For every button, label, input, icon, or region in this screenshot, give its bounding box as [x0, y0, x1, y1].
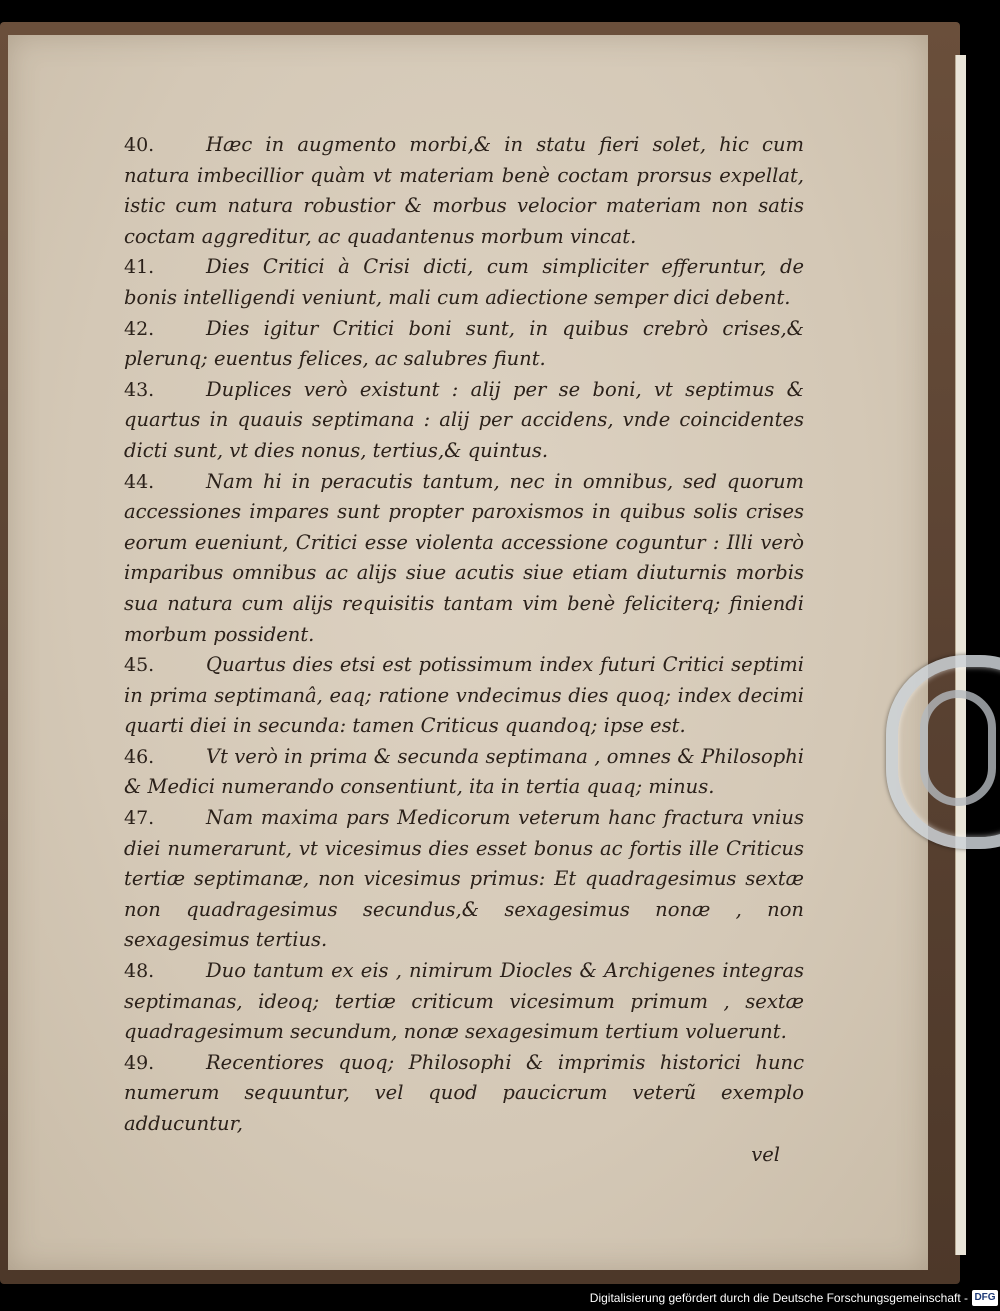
paragraph-number: 41.	[124, 256, 155, 279]
paragraph-text: Dies Critici à Crisi dicti, cum simpliciter efferuntur, de bonis intelligendi veniunt, mali cum adiectione semper dici debent.	[124, 255, 804, 309]
paragraph-text: Dies igitur Critici boni sunt, in quibus crebrò crises,& plerunq; euentus felices, ac salubres fiunt.	[124, 316, 804, 371]
paragraph-text: Duo tantum ex eis , nimirum Diocles & Archigenes integras septimanas, ideoq; tertiæ criticum vicesimum primum , sextæ quadragesimum secundum, nonæ sexagesimum tertium voluerunt.	[124, 959, 804, 1044]
catchword: vel	[751, 1142, 780, 1166]
paragraph-number: 47.	[124, 807, 155, 830]
paragraph-text: Nam maxima pars Medicorum veterum hanc fractura vnius diei numerarunt, vt vicesimus dies esset bonus ac fortis ille Criticus tertiæ septimanæ, non vicesimus primus: Et quadragesimus sextæ non quadragesimus secundus,& sexagesimus nonæ , non sexagesimus tertius.	[124, 806, 804, 952]
paragraph-49	[124, 1048, 804, 1140]
paragraph-number: 43.	[124, 378, 155, 401]
paragraph-number: 40.	[124, 134, 155, 156]
paragraph-text: Quartus dies etsi est potissimum index futuri Critici septimi in prima septimanâ, eaq; ratione vndecimus dies quoq; index decimi quarti diei in secunda: tamen Criticus quandoq; ipse est.	[124, 653, 804, 738]
paragraph-42	[124, 314, 804, 375]
paragraph-47	[124, 803, 804, 956]
paragraph-text: Nam hi in peracutis tantum, nec in omnibus, sed quorum accessiones impares sunt propter paroxismos in quibus solis crises eorum eueniunt, Critici esse violenta accessione coguntur : Illi verò imparibus omnibus ac alijs siue acutis siue etiam diuturnis morbis sua natura cum alijs requisitis tantam vim benè feliciterq; finiendi morbum possident.	[124, 469, 804, 646]
paragraph-number: 45.	[124, 654, 155, 677]
paragraph-number: 49.	[124, 1051, 155, 1074]
paragraph-text: Duplices verò existunt : alij per se boni, vt septimus & quartus in quauis septimana : alij per accidens, vnde coincidentes dicti sunt, vt dies nonus, tertius,& quintus.	[124, 377, 804, 462]
paragraph-46	[124, 742, 804, 803]
paragraph-number: 42.	[124, 317, 155, 340]
paragraph-41	[124, 252, 804, 313]
paragraph-text: Vt verò in prima & secunda septimana , omnes & Philosophi & Medici numerando consentiunt, ita in tertia quaq; minus.	[124, 744, 804, 799]
paragraph-number: 48.	[124, 960, 155, 983]
footer-bar	[0, 1287, 1000, 1311]
paragraph-45	[124, 650, 804, 742]
page-text	[124, 130, 804, 1170]
paragraph-text: Recentiores quoq; Philosophi & imprimis historici hunc numerum sequuntur, vel quod paucicrum veterũ exemplo adducuntur,	[124, 1050, 804, 1135]
paragraph-text: Hæc in augmento morbi,& in statu fieri solet, hic cum natura imbecillior quàm vt materiam benè coctam prorsus expellat, istic cum natura robustior & morbus velocior materiam non satis coctam aggreditur, ac quadantenus morbum vincat.	[124, 133, 804, 248]
paragraph-number: 44.	[124, 470, 155, 493]
paragraph-44	[124, 467, 804, 651]
funding-credit: Digitalisierung gefördert durch die Deutsche Forschungsgemeinschaft -	[589, 1291, 968, 1305]
paragraph-40	[124, 130, 804, 252]
paragraph-48	[124, 956, 804, 1048]
paper-clip-inner-loop	[920, 690, 996, 806]
dfg-logo-icon: DFG	[972, 1290, 998, 1306]
paragraph-number: 46.	[124, 745, 155, 768]
paragraph-43	[124, 375, 804, 467]
